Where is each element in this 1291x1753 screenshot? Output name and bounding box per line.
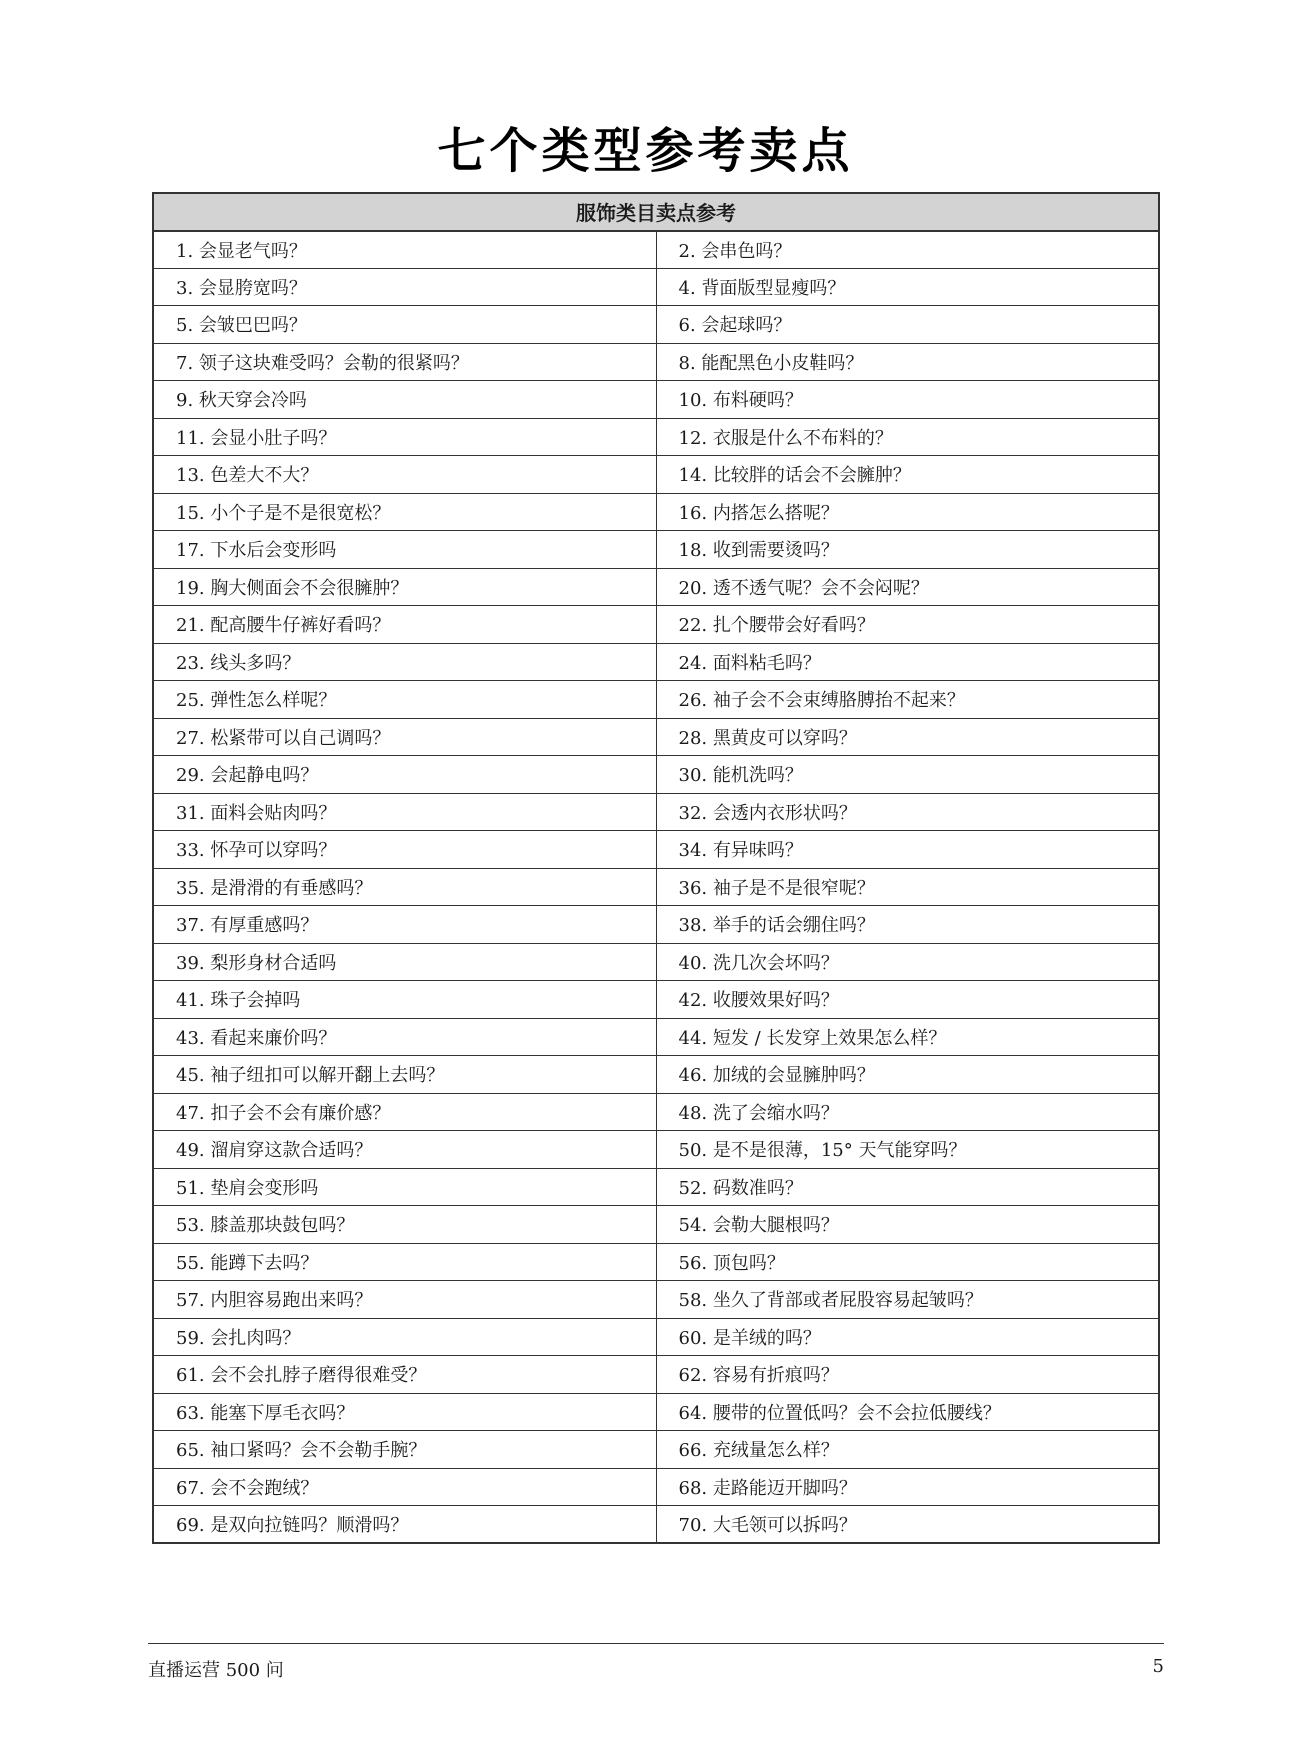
- table-row: [153, 1393, 1159, 1431]
- table-row: [153, 1131, 1159, 1169]
- table-cell: 35. 是滑滑的有垂感吗？: [153, 868, 656, 906]
- table-cell: 31. 面料会贴肉吗？: [153, 793, 656, 831]
- table-cell: 41. 珠子会掉吗: [153, 981, 656, 1019]
- table-cell: 67. 会不会跑绒？: [153, 1468, 656, 1506]
- table-cell: 11. 会显小肚子吗？: [153, 418, 656, 456]
- table-cell: 13. 色差大不大？: [153, 456, 656, 494]
- table-row: [153, 1281, 1159, 1319]
- table-row: [153, 718, 1159, 756]
- table-row: [153, 1468, 1159, 1506]
- table-cell: 38. 举手的话会绷住吗？: [656, 906, 1159, 944]
- table-cell: 16. 内搭怎么搭呢？: [656, 493, 1159, 531]
- table-cell: 57. 内胆容易跑出来吗？: [153, 1281, 656, 1319]
- table-cell: 47. 扣子会不会有廉价感？: [153, 1093, 656, 1131]
- table-row: [153, 1018, 1159, 1056]
- table-row: [153, 981, 1159, 1019]
- table-cell: 1. 会显老气吗？: [153, 231, 656, 269]
- table-row: [153, 568, 1159, 606]
- table-cell: 22. 扎个腰带会好看吗？: [656, 606, 1159, 644]
- table-cell: 55. 能蹲下去吗？: [153, 1243, 656, 1281]
- footer-divider: [148, 1643, 1164, 1644]
- table-row: [153, 643, 1159, 681]
- page-number: 5: [1152, 1656, 1164, 1677]
- table-cell: 61. 会不会扎脖子磨得很难受？: [153, 1356, 656, 1394]
- table-row: [153, 1243, 1159, 1281]
- table-cell: 45. 袖子纽扣可以解开翻上去吗？: [153, 1056, 656, 1094]
- table-row: [153, 1431, 1159, 1469]
- table-cell: 25. 弹性怎么样呢？: [153, 681, 656, 719]
- table-row: [153, 1318, 1159, 1356]
- table-cell: 40. 洗几次会坏吗？: [656, 943, 1159, 981]
- table-row: [153, 831, 1159, 869]
- table-cell: 50. 是不是很薄，15° 天气能穿吗？: [656, 1131, 1159, 1169]
- table-cell: 8. 能配黑色小皮鞋吗？: [656, 343, 1159, 381]
- table-cell: 18. 收到需要烫吗？: [656, 531, 1159, 569]
- table-row: [153, 456, 1159, 494]
- table-header: 服饰类目卖点参考: [153, 193, 1159, 231]
- table-cell: 12. 衣服是什么不布料的？: [656, 418, 1159, 456]
- table-cell: 6. 会起球吗？: [656, 306, 1159, 344]
- table-cell: 46. 加绒的会显臃肿吗？: [656, 1056, 1159, 1094]
- table-cell: 62. 容易有折痕吗？: [656, 1356, 1159, 1394]
- table-row: [153, 231, 1159, 269]
- table-cell: 51. 垫肩会变形吗: [153, 1168, 656, 1206]
- table-row: [153, 268, 1159, 306]
- table-cell: 2. 会串色吗？: [656, 231, 1159, 269]
- table-cell: 30. 能机洗吗？: [656, 756, 1159, 794]
- table-cell: 9. 秋天穿会冷吗: [153, 381, 656, 419]
- table-cell: 36. 袖子是不是很窄呢？: [656, 868, 1159, 906]
- table-cell: 28. 黑黄皮可以穿吗？: [656, 718, 1159, 756]
- table-cell: 43. 看起来廉价吗？: [153, 1018, 656, 1056]
- footer-book-title: 直播运营 500 问: [148, 1660, 284, 1681]
- table-cell: 15. 小个子是不是很宽松？: [153, 493, 656, 531]
- table-row: [153, 943, 1159, 981]
- table-cell: 58. 坐久了背部或者屁股容易起皱吗？: [656, 1281, 1159, 1319]
- table-cell: 24. 面料粘毛吗？: [656, 643, 1159, 681]
- table-row: [153, 306, 1159, 344]
- table-row: [153, 681, 1159, 719]
- table-body: [153, 231, 1159, 1544]
- table-row: [153, 1056, 1159, 1094]
- table-cell: 48. 洗了会缩水吗？: [656, 1093, 1159, 1131]
- table-header-row: [153, 193, 1159, 231]
- table-cell: 32. 会透内衣形状吗？: [656, 793, 1159, 831]
- table-row: [153, 1206, 1159, 1244]
- table-row: [153, 1093, 1159, 1131]
- table-cell: 19. 胸大侧面会不会很臃肿？: [153, 568, 656, 606]
- table-cell: 56. 顶包吗？: [656, 1243, 1159, 1281]
- table-cell: 7. 领子这块难受吗？会勒的很紧吗？: [153, 343, 656, 381]
- table-cell: 34. 有异味吗？: [656, 831, 1159, 869]
- table-cell: 39. 梨形身材合适吗: [153, 943, 656, 981]
- table-row: [153, 343, 1159, 381]
- table-cell: 27. 松紧带可以自己调吗？: [153, 718, 656, 756]
- table-cell: 17. 下水后会变形吗: [153, 531, 656, 569]
- table-cell: 49. 溜肩穿这款合适吗？: [153, 1131, 656, 1169]
- table-cell: 52. 码数准吗？: [656, 1168, 1159, 1206]
- table-row: [153, 793, 1159, 831]
- table-cell: 69. 是双向拉链吗？顺滑吗？: [153, 1506, 656, 1544]
- table-cell: 5. 会皱巴巴吗？: [153, 306, 656, 344]
- table-cell: 64. 腰带的位置低吗？会不会拉低腰线？: [656, 1393, 1159, 1431]
- table-row: [153, 381, 1159, 419]
- table-cell: 26. 袖子会不会束缚胳膊抬不起来？: [656, 681, 1159, 719]
- table-cell: 63. 能塞下厚毛衣吗？: [153, 1393, 656, 1431]
- table-cell: 70. 大毛领可以拆吗？: [656, 1506, 1159, 1544]
- table-row: [153, 531, 1159, 569]
- table-row: [153, 493, 1159, 531]
- table-cell: 14. 比较胖的话会不会臃肿？: [656, 456, 1159, 494]
- table-row: [153, 868, 1159, 906]
- page-title: 七个类型参考卖点: [437, 123, 854, 179]
- table-cell: 65. 袖口紧吗？会不会勒手腕？: [153, 1431, 656, 1469]
- table-row: [153, 1506, 1159, 1544]
- table-row: [153, 1356, 1159, 1394]
- table-cell: 59. 会扎肉吗？: [153, 1318, 656, 1356]
- table-row: [153, 1168, 1159, 1206]
- table-cell: 23. 线头多吗？: [153, 643, 656, 681]
- table-row: [153, 756, 1159, 794]
- table-row: [153, 906, 1159, 944]
- table-cell: 42. 收腰效果好吗？: [656, 981, 1159, 1019]
- table-row: [153, 606, 1159, 644]
- table-cell: 29. 会起静电吗？: [153, 756, 656, 794]
- selling-points-table: [152, 192, 1160, 1544]
- table-cell: 37. 有厚重感吗？: [153, 906, 656, 944]
- table-cell: 10. 布料硬吗？: [656, 381, 1159, 419]
- table-cell: 60. 是羊绒的吗？: [656, 1318, 1159, 1356]
- table-cell: 3. 会显胯宽吗？: [153, 268, 656, 306]
- table-cell: 68. 走路能迈开脚吗？: [656, 1468, 1159, 1506]
- table-cell: 53. 膝盖那块鼓包吗？: [153, 1206, 656, 1244]
- table-row: [153, 418, 1159, 456]
- table-cell: 66. 充绒量怎么样？: [656, 1431, 1159, 1469]
- table-cell: 33. 怀孕可以穿吗？: [153, 831, 656, 869]
- table-cell: 54. 会勒大腿根吗？: [656, 1206, 1159, 1244]
- table-cell: 4. 背面版型显瘦吗？: [656, 268, 1159, 306]
- table-cell: 20. 透不透气呢？会不会闷呢？: [656, 568, 1159, 606]
- table-cell: 44. 短发 / 长发穿上效果怎么样？: [656, 1018, 1159, 1056]
- table-cell: 21. 配高腰牛仔裤好看吗？: [153, 606, 656, 644]
